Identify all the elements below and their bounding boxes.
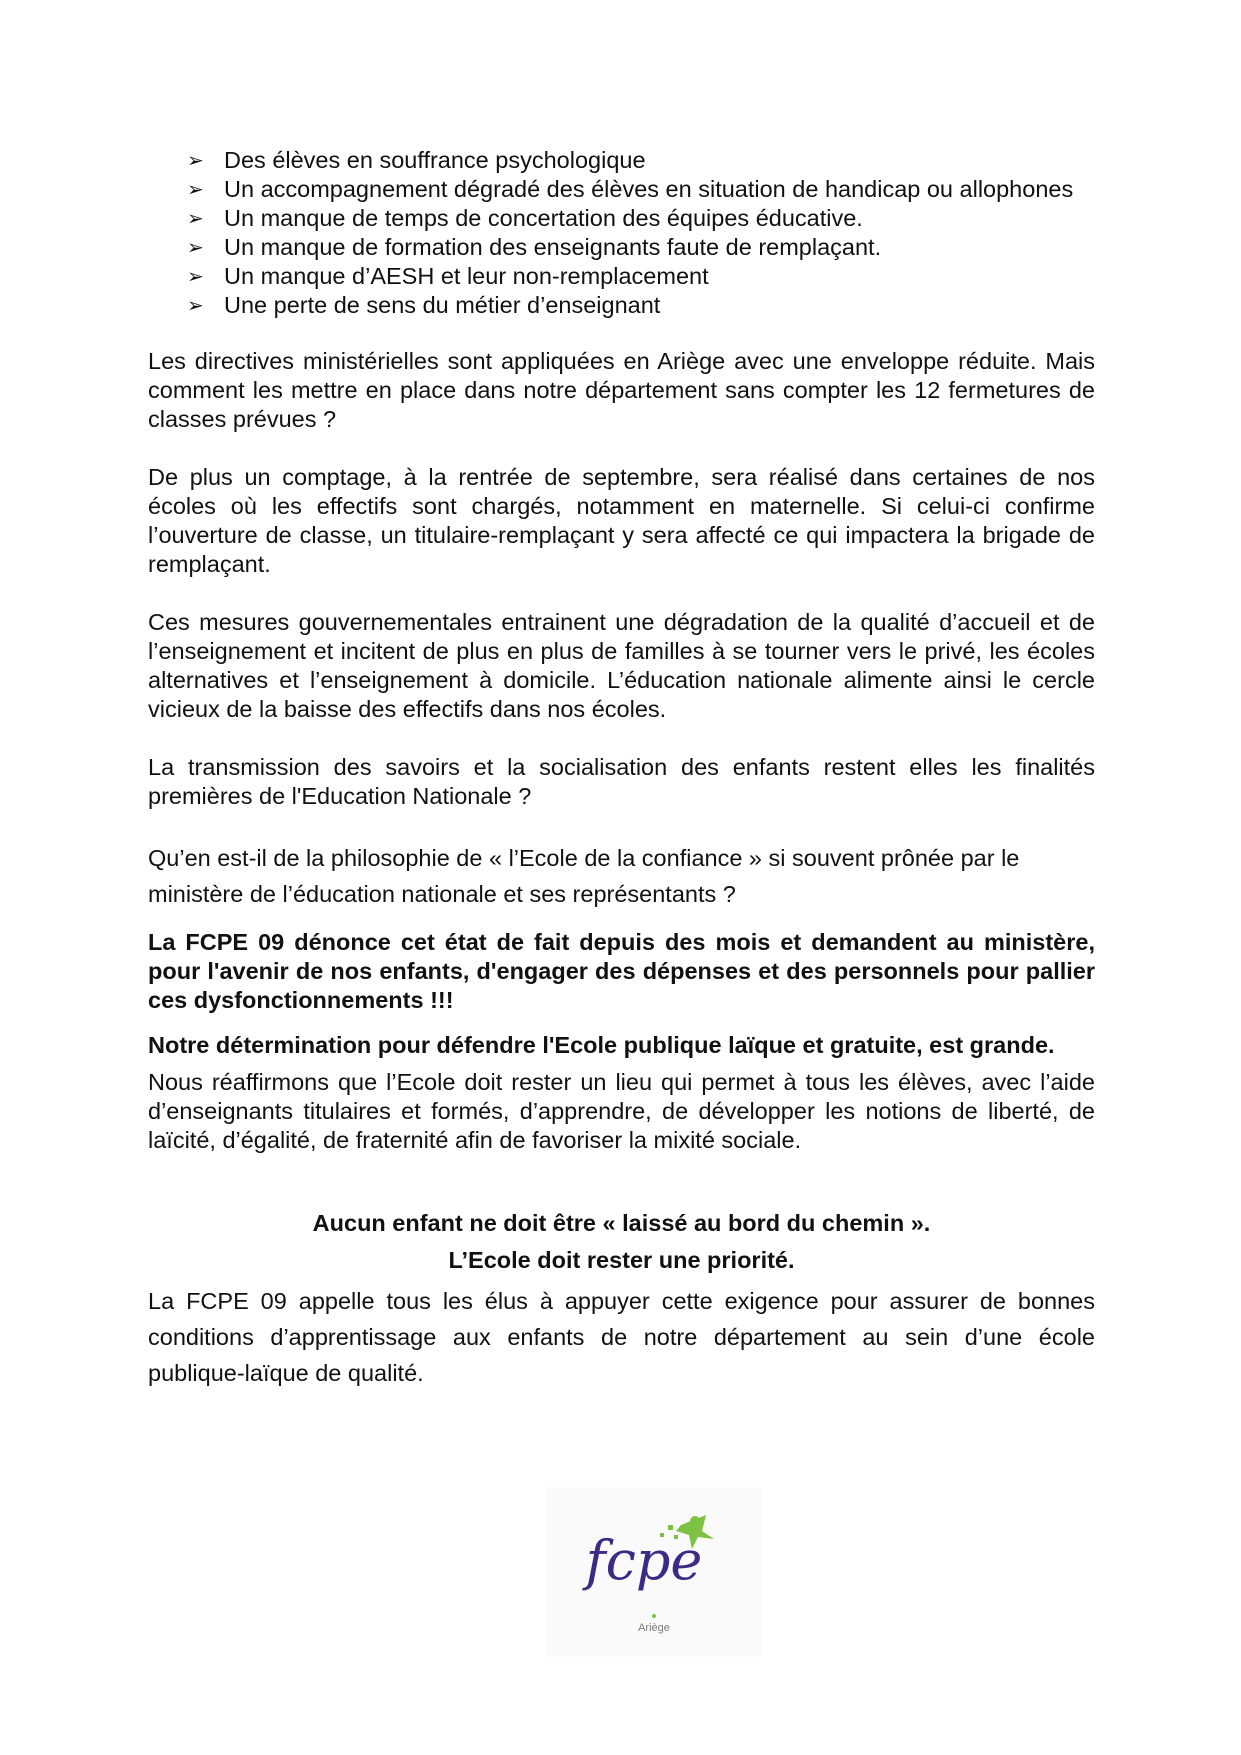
list-item: ➢ Un accompagnement dégradé des élèves en situation de handicap ou allophones — [187, 176, 1074, 202]
paragraph-determination: Notre détermination pour défendre l'Ecole publique laïque et gratuite, est grande. — [148, 1032, 1055, 1058]
bullet-list — [148, 146, 1095, 320]
closing-line-1: Aucun enfant ne doit être « laissé au bord du chemin ». — [312, 1210, 931, 1236]
logo-text: fcpe — [585, 1529, 703, 1592]
paragraph-denonce: La FCPE 09 dénonce cet état de fait depuis des mois et demandent au ministère, pour l'avenir de nos enfants, d'engager des dépenses et des personnels pour pallier ces dysfonctionnements !!! — [148, 929, 1095, 1013]
arrow-bullet-icon: ➢ — [187, 293, 204, 317]
logo-subtitle: Ariège — [638, 1622, 670, 1634]
fcpe-logo — [546, 1487, 762, 1657]
paragraph-reaffirmons: Nous réaffirmons que l’Ecole doit rester un lieu qui permet à tous les élèves, avec l’aide d’enseignants titulaires et formés, d’apprendre, de développer les notions de liberté, de laïcité, d’égalité, de fraternité afin de favoriser la mixité sociale. — [148, 1069, 1095, 1153]
arrow-bullet-icon: ➢ — [187, 264, 204, 288]
list-item: ➢ Un manque de temps de concertation des équipes éducative. — [187, 205, 863, 231]
paragraph-mesures: Ces mesures gouvernementales entrainent une dégradation de la qualité d’accueil et de l’enseignement et incitent de plus en plus de familles à se tourner vers le privé, les écoles alternatives et l’enseignement à domicile. L’éducation nationale alimente ainsi le cercle vicieux de la baisse des effectifs dans nos écoles. — [148, 609, 1095, 722]
arrow-bullet-icon: ➢ — [187, 235, 204, 259]
arrow-bullet-icon: ➢ — [187, 177, 204, 201]
paragraph-directives: Les directives ministérielles sont appliquées en Ariège avec une enveloppe réduite. Mais comment les mettre en place dans notre département sans compter les 12 fermetures de classes prévues ? — [148, 348, 1095, 432]
paragraph-comptage: De plus un comptage, à la rentrée de septembre, sera réalisé dans certaines de nos écoles où les effectifs sont chargés, notamment en maternelle. Si celui-ci confirme l’ouverture de classe, un titulaire-remplaçant y sera affecté ce qui impactera la brigade de remplaçant. — [148, 464, 1095, 577]
document-body — [148, 146, 1095, 1391]
fcpe-logo-graphic — [546, 1487, 762, 1657]
paragraph-transmission: La transmission des savoirs et la socialisation des enfants restent elles les finalités premières de l'Education Nationale ? — [148, 754, 1095, 809]
list-item: ➢ Un manque d’AESH et leur non-remplacement — [187, 263, 709, 289]
list-item: ➢ Un manque de formation des enseignants faute de remplaçant. — [187, 234, 882, 260]
paragraph-appel: La FCPE 09 appelle tous les élus à appuyer cette exigence pour assurer de bonnes conditions d’apprentissage aux enfants de notre département au sein d’une école publique-laïque de qualité. — [148, 1288, 1095, 1386]
arrow-bullet-icon: ➢ — [187, 148, 204, 172]
list-item: ➢ Une perte de sens du métier d’enseignant — [187, 292, 661, 318]
arrow-bullet-icon: ➢ — [187, 206, 204, 230]
list-item: ➢ Des élèves en souffrance psychologique — [187, 147, 646, 173]
paragraph-philosophie: Qu’en est-il de la philosophie de « l’Ecole de la confiance » si souvent prônée par le ministère de l’éducation nationale et ses représentants ? — [148, 845, 1020, 907]
closing-line-2: L’Ecole doit rester une priorité. — [448, 1247, 795, 1273]
